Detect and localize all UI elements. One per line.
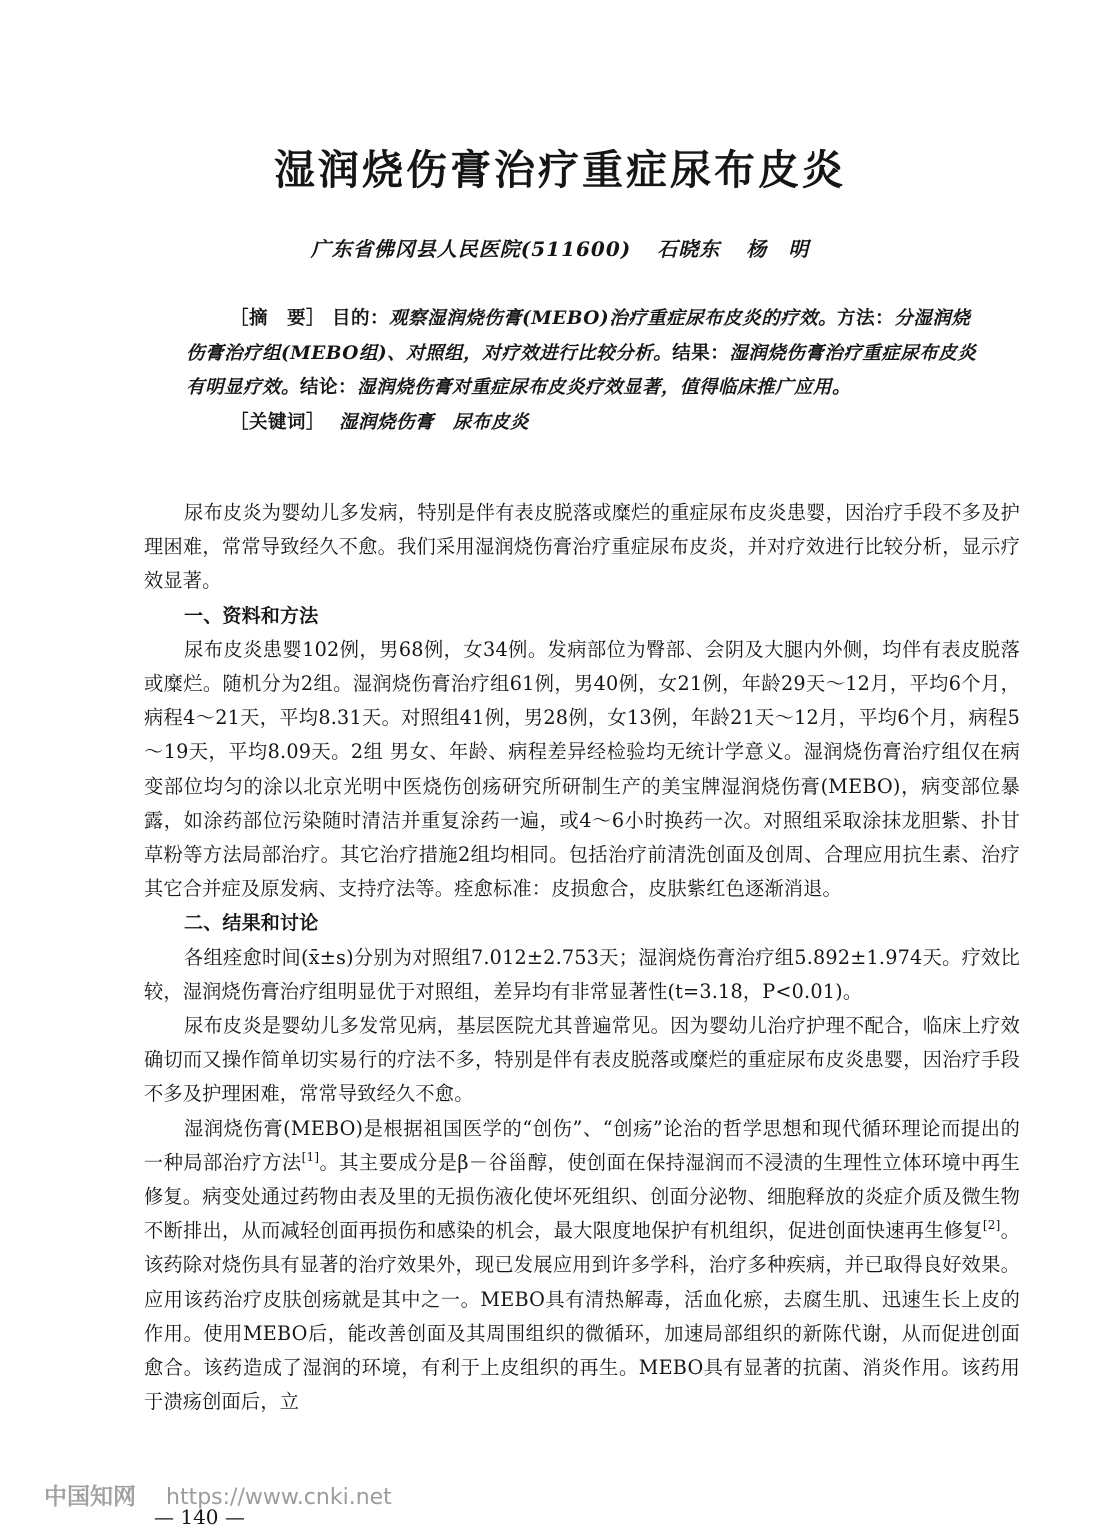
discussion-text-b: 。其主要成分是β－谷甾醇，使创面在保持湿润而不浸渍的生理性立体环境中再生修复。病变处通过药物由表及里的无损伤液化使坏死组织、创面分泌物、细胞释放的炎症介质及微生物不断排出，从而减轻创面再损伤和感染的机会，最大限度地保护有机组织，促进创面快速再生修复 bbox=[144, 1150, 1020, 1243]
discussion-text-c: 。该药除对烧伤具有显著的治疗效果外，现已发展应用到许多学科，治疗多种疾病，并已取得良好效果。应用该药治疗皮肤创疡就是其中之一。MEBO具有清热解毒，活血化瘀，去腐生肌、迅速生长上皮的作用。使用MEBO后，能改善创面及其周围组织的微循环，加速局部组织的新陈代谢，从而促进创面愈合。该药造成了湿润的环境，有利于上皮组织的再生。MEBO具有显著的抗菌、消炎作用。该药用于溃疡创面后，立 bbox=[144, 1219, 1020, 1414]
section-heading-methods: 一、资料和方法 bbox=[184, 604, 319, 627]
discussion-text-a: 湿润烧伤膏(MEBO)是根据祖国医学的“创伤”、“创疡”论治的哲学思想和现代循环理论而提出的一种局部治疗方法 bbox=[144, 1116, 1020, 1174]
methods-paragraph: 尿布皮炎患婴102例，男68例，女34例。发病部位为臀部、会阴及大腿内外侧，均伴有表皮脱落或糜烂。随机分为2组。湿润烧伤膏治疗组61例，男40例，女21例，年龄29天～12月，平均6个月，病程4～21天，平均8.31天。对照组41例，男28例，女13例，年龄21天～12月，平均6个月，病程5～19天，平均8.09天。2组 男女、年龄、病程差异经检验均无统计学意义。湿润烧伤膏治疗组仅在病变部位均匀的涂以北京光明中医烧伤创疡研究所研制生产的美宝牌湿润烧伤膏(MEBO)，病变部位暴露，如涂药部位污染随时清洁并重复涂药一遍，或4～6小时换药一次。对照组采取涂抹龙胆紫、扑甘草粉等方法局部治疗。其它治疗措施2组均相同。包括治疗前清洗创面及创周、合理应用抗生素、治疗其它合并症及原发病、支持疗法等。痊愈标准：皮损愈合，皮肤紫红色逐渐消退。 bbox=[144, 637, 1020, 901]
method-label: 方法： bbox=[837, 308, 895, 329]
intro-paragraph: 尿布皮炎为婴幼儿多发病，特别是伴有表皮脱落或糜烂的重症尿布皮炎患婴，因治疗手段不多及护理困难，常常导致经久不愈。我们采用湿润烧伤膏治疗重症尿布皮炎，并对疗效进行比较分析，显示疗效显著。 bbox=[144, 501, 1020, 593]
cnki-url: https://www.cnki.net bbox=[166, 1485, 392, 1510]
section-heading-results: 二、结果和讨论 bbox=[184, 912, 319, 935]
article-title: 湿润烧伤膏治疗重症尿布皮炎 bbox=[274, 146, 846, 194]
affiliation: 广东省佛冈县人民医院(511600) bbox=[310, 237, 632, 261]
conclusion-text: 湿润烧伤膏对重症尿布皮炎疗效显著，值得临床推广应用。 bbox=[357, 377, 852, 398]
article-body bbox=[144, 496, 1020, 1419]
reference-2: [2] bbox=[982, 1218, 1001, 1233]
author-2: 杨 明 bbox=[746, 237, 810, 261]
cnki-brand: 中国知网 bbox=[44, 1484, 136, 1510]
result-label: 结果： bbox=[672, 342, 730, 364]
objective-label: 目的： bbox=[331, 308, 389, 329]
reference-1: [1] bbox=[301, 1149, 320, 1164]
keywords-line bbox=[186, 406, 978, 441]
abstract bbox=[186, 302, 978, 440]
page-number: — 140 — bbox=[154, 1505, 245, 1529]
method-text: 分湿润烧伤膏治疗组(MEBO组)、对照组，对疗效进行比较分析。 bbox=[186, 308, 971, 364]
cnki-watermark bbox=[44, 1482, 392, 1513]
author-1: 石晓东 bbox=[657, 237, 721, 261]
keywords-text: 湿润烧伤膏 尿布皮炎 bbox=[338, 411, 529, 433]
result-text: 湿润烧伤膏治疗重症尿布皮炎有明显疗效。 bbox=[186, 342, 977, 398]
results-paragraph: 各组痊愈时间(x̄±s)分别为对照组7.012±2.753天；湿润烧伤膏治疗组5.892±1.974天。疗效比较，湿润烧伤膏治疗组明显优于对照组，差异均有非常显著性(t=3.18，P<0.01)。 bbox=[144, 945, 1020, 1003]
conclusion-label: 结论： bbox=[300, 377, 358, 398]
objective-text: 观察湿润烧伤膏(MEBO)治疗重症尿布皮炎的疗效。 bbox=[388, 308, 838, 329]
keywords-label: ［关键词］ bbox=[230, 411, 326, 433]
discussion-paragraph-2 bbox=[144, 1112, 1020, 1420]
abstract-label: ［摘 要］ bbox=[230, 308, 326, 329]
byline bbox=[0, 232, 1120, 266]
discussion-paragraph-1: 尿布皮炎是婴幼儿多发常见病，基层医院尤其普遍常见。因为婴幼儿治疗护理不配合，临床上疗效确切而又操作简单切实易行的疗法不多，特别是伴有表皮脱落或糜烂的重症尿布皮炎患婴，因治疗手段不多及护理困难，常常导致经久不愈。 bbox=[144, 1014, 1020, 1106]
